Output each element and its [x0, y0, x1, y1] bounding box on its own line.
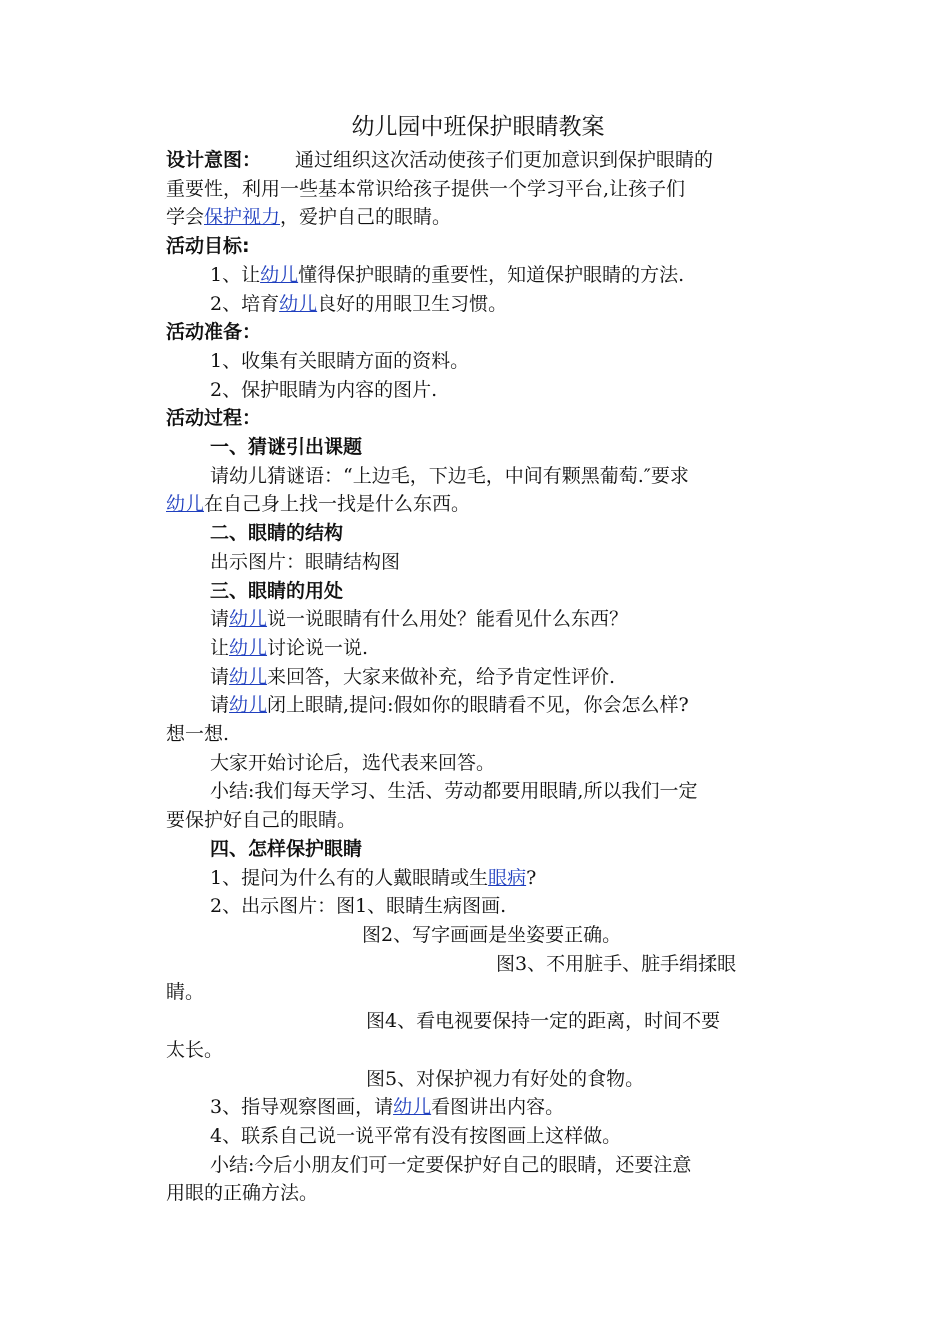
section-4-line-5: 睛。 [166, 981, 205, 1004]
link-protect-vision[interactable]: 保护视力 [204, 206, 281, 229]
link-child[interactable]: 幼儿 [166, 493, 205, 516]
s3-l4-post: 闭上眼睛,提问:假如你的眼睛看不见，你会怎么样? [267, 694, 689, 717]
section-1-line-2-post: 在自己身上找一找是什么东西。 [204, 493, 471, 516]
s3-l2-post: 讨论说一说. [267, 636, 369, 659]
s3-l1-pre: 请 [210, 608, 230, 631]
s4-l1-pre: 1、提问为什么有的人戴眼睛或生 [210, 866, 489, 889]
prep-heading: 活动准备： [166, 321, 262, 344]
prep-2: 2、保护眼睛为内容的图片. [210, 378, 438, 401]
process-heading: 活动过程： [166, 407, 262, 430]
section-3-title: 三、眼睛的用处 [210, 579, 344, 602]
section-4-line-2: 2、出示图片：图1、眼睛生病图画. [210, 895, 507, 918]
section-3-line-1 [166, 605, 790, 634]
section-3-line-7: 小结:我们每天学习、生活、劳动都要用眼睛,所以我们一定 [210, 780, 698, 803]
link-child[interactable]: 幼儿 [393, 1096, 432, 1119]
goal-2-post: 良好的用眼卫生习惯。 [317, 292, 508, 315]
s3-l2-pre: 让 [210, 636, 230, 659]
s4-l1-post: ? [526, 866, 537, 889]
s3-l3-pre: 请 [210, 665, 230, 688]
section-4-line-3: 图2、写字画画是坐姿要正确。 [362, 923, 622, 946]
design-text-2: 重要性，利用一些基本常识给孩子提供一个学习平台,让孩子们 [166, 177, 686, 200]
goal-2 [166, 290, 790, 319]
goals-heading: 活动目标: [166, 235, 250, 258]
section-2-title: 二、眼睛的结构 [210, 522, 344, 545]
design-text-3-post: ，爱护自己的眼睛。 [280, 206, 452, 229]
section-4-title: 四、怎样保护眼睛 [210, 837, 363, 860]
section-2-line-1: 出示图片：眼睛结构图 [210, 550, 401, 573]
section-4-line-9 [166, 1093, 790, 1122]
section-4-line-10: 4、联系自己说一说平常有没有按图画上这样做。 [210, 1124, 622, 1147]
section-4-line-11: 小结:今后小朋友们可一定要保护好自己的眼睛，还要注意 [210, 1153, 692, 1176]
s3-l3-post: 来回答，大家来做补充，给予肯定性评价. [267, 665, 616, 688]
section-3-line-3 [166, 663, 790, 692]
section-4-line-7: 太长。 [166, 1038, 224, 1061]
s3-l1-post: 说一说眼睛有什么用处？能看见什么东西？ [267, 608, 629, 631]
section-3-line-8: 要保护好自己的眼睛。 [166, 809, 357, 832]
section-1-title: 一、猜谜引出课题 [210, 436, 363, 459]
link-child[interactable]: 幼儿 [229, 636, 268, 659]
link-child[interactable]: 幼儿 [229, 694, 268, 717]
section-3-line-4 [166, 691, 790, 720]
section-1-line-1: 请幼儿猜谜语：“上边毛，下边毛，中间有颗黑葡萄.″要求 [210, 464, 689, 487]
link-child[interactable]: 幼儿 [279, 292, 318, 315]
section-3-line-5: 想一想. [166, 723, 230, 746]
section-4-line-12: 用眼的正确方法。 [166, 1182, 319, 1205]
design-text-3 [166, 203, 790, 232]
s3-l4-pre: 请 [210, 694, 230, 717]
goal-1-post: 懂得保护眼睛的重要性，知道保护眼睛的方法. [298, 263, 685, 286]
goal-1 [166, 261, 790, 290]
design-text-1: 通过组织这次活动使孩子们更加意识到保护眼睛的 [295, 149, 714, 171]
design-intent-heading: 设计意图： [166, 149, 262, 171]
goal-2-pre: 2、培育 [210, 292, 280, 315]
design-text-3-pre: 学会 [166, 206, 205, 229]
section-3-line-2 [166, 634, 790, 663]
section-4-line-6: 图4、看电视要保持一定的距离，时间不要 [366, 1010, 721, 1033]
section-4-line-8: 图5、对保护视力有好处的食物。 [366, 1067, 645, 1090]
section-1-line-2 [166, 490, 790, 519]
section-4-line-4: 图3、不用脏手、脏手绢揉眼 [496, 952, 737, 975]
goal-1-pre: 1、让 [210, 263, 261, 286]
link-child[interactable]: 幼儿 [229, 665, 268, 688]
s4-l9-pre: 3、指导观察图画，请 [210, 1096, 394, 1119]
s4-l9-post: 看图讲出内容。 [431, 1096, 565, 1119]
link-eye-disease[interactable]: 眼病 [488, 866, 527, 889]
document-page [166, 108, 790, 1208]
design-intent-line [166, 146, 790, 175]
prep-1: 1、收集有关眼睛方面的资料。 [210, 349, 470, 372]
link-child[interactable]: 幼儿 [229, 608, 268, 631]
section-3-line-6: 大家开始讨论后，选代表来回答。 [210, 751, 496, 774]
link-child[interactable]: 幼儿 [260, 263, 299, 286]
section-4-line-1 [166, 864, 790, 893]
page-title: 幼儿园中班保护眼睛教案 [351, 114, 605, 140]
